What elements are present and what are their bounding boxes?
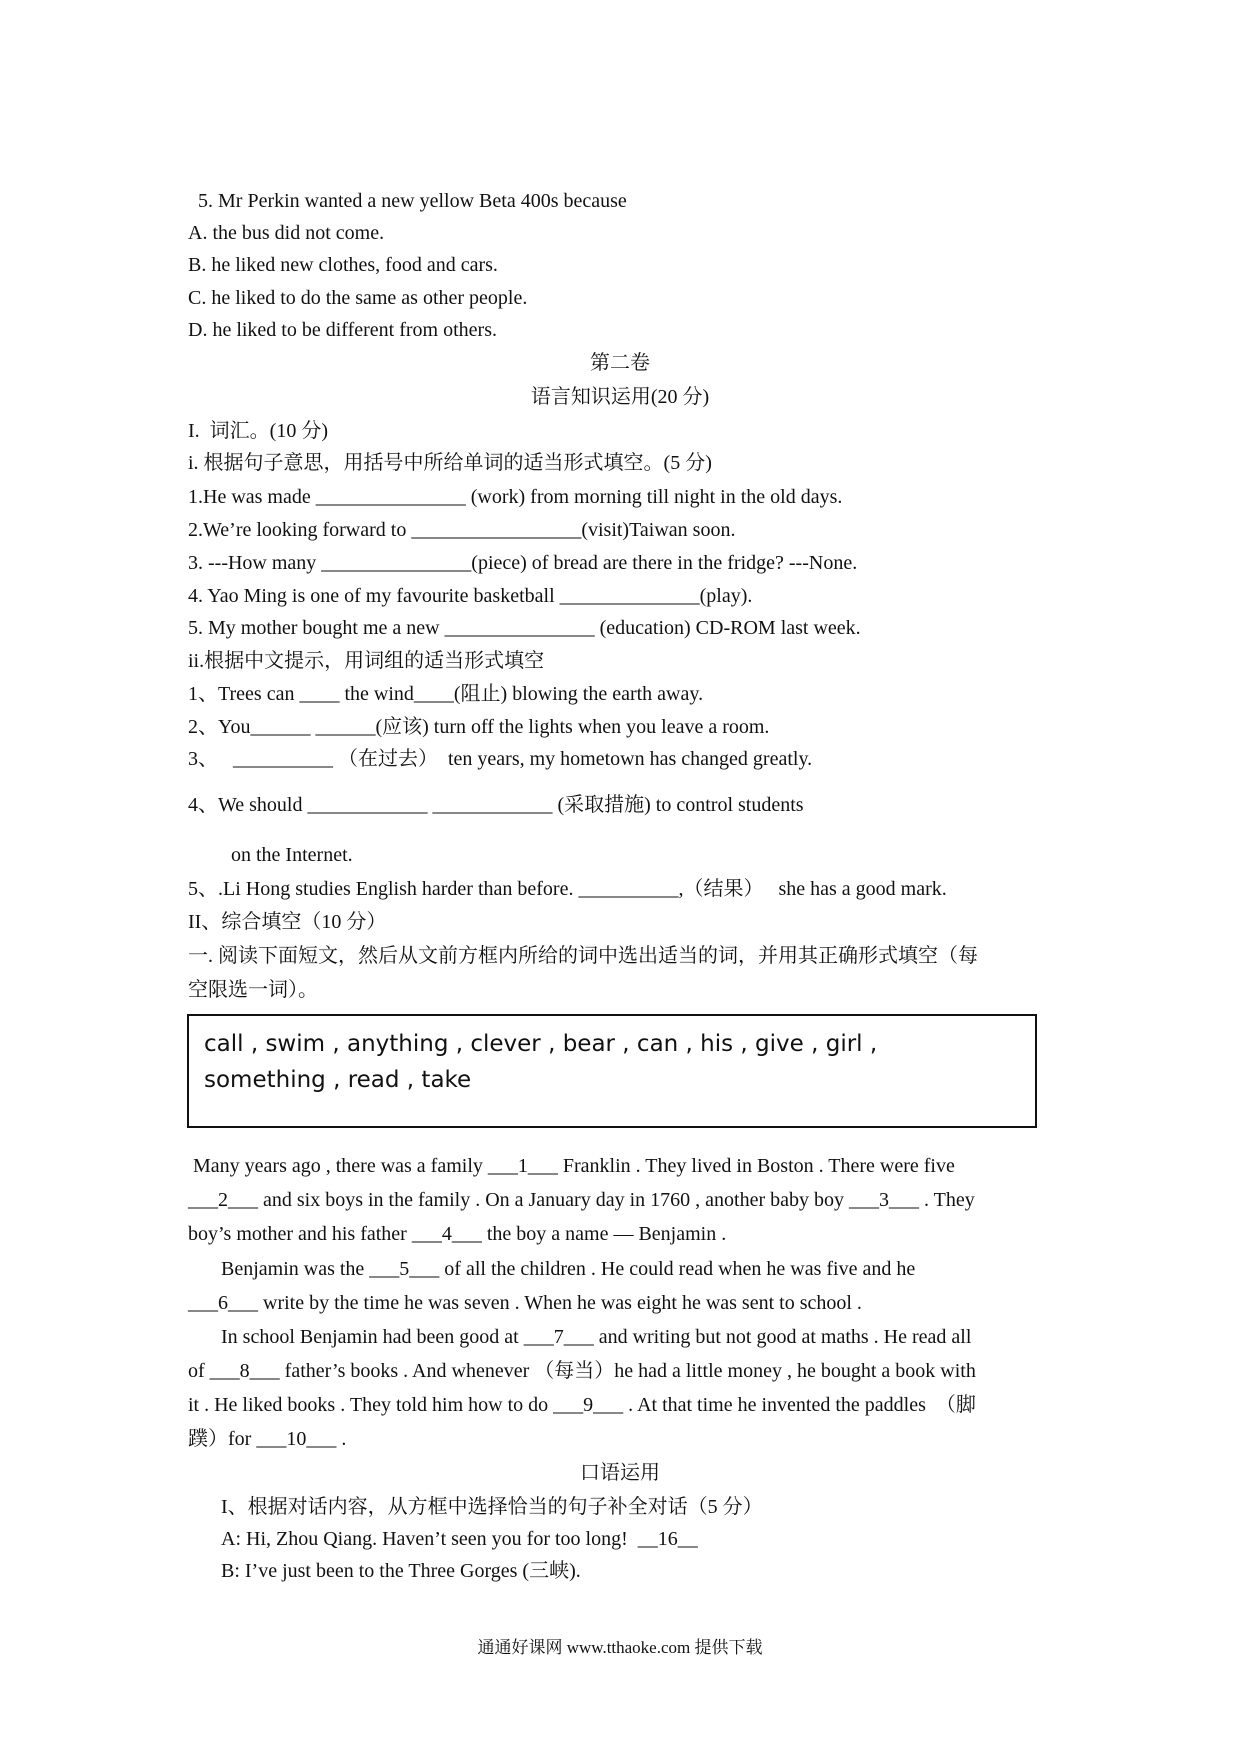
vocab-part-i-instruction: i. 根据句子意思，用括号中所给单词的适当形式填空。(5 分) bbox=[188, 452, 712, 474]
cloze-heading: II、综合填空（10 分） bbox=[188, 911, 387, 933]
passage-line-2: ___2___ and six boys in the family . On a January day in 1760 , another baby boy ___3___ . They bbox=[188, 1189, 975, 1211]
vocab-item-5: 5. My mother bought me a new _______________ (education) CD-ROM last week. bbox=[188, 617, 861, 639]
dialogue-line-b: B: I’ve just been to the Three Gorges (三峡). bbox=[221, 1560, 581, 1582]
passage-line-4: Benjamin was the ___5___ of all the children . He could read when he was five and he bbox=[221, 1258, 916, 1280]
phrase-item-4-continued: on the Internet. bbox=[231, 844, 353, 866]
volume-title: 第二卷 bbox=[590, 352, 650, 374]
passage-line-5: ___6___ write by the time he was seven . When he was eight he was sent to school . bbox=[188, 1292, 862, 1314]
vocab-item-4: 4. Yao Ming is one of my favourite basketball ______________(play). bbox=[188, 585, 753, 607]
option-b: B. he liked new clothes, food and cars. bbox=[188, 254, 498, 276]
option-a: A. the bus did not come. bbox=[188, 222, 385, 244]
passage-line-3: boy’s mother and his father ___4___ the boy a name — Benjamin . bbox=[188, 1223, 727, 1245]
passage-line-6: In school Benjamin had been good at ___7___ and writing but not good at maths . He read all bbox=[221, 1326, 972, 1348]
phrase-item-5: 5、.Li Hong studies English harder than before. __________,（结果） she has a good mark. bbox=[188, 878, 947, 900]
oral-title: 口语运用 bbox=[580, 1462, 660, 1484]
section-title: 语言知识运用(20 分) bbox=[530, 386, 710, 408]
word-bank-text: call , swim , anything , clever , bear , can , his , give , girl , something , read , take bbox=[204, 1031, 878, 1093]
passage-line-9: 蹼）for ___10___ . bbox=[188, 1428, 347, 1450]
vocab-item-2: 2.We’re looking forward to _________________(visit)Taiwan soon. bbox=[188, 519, 736, 541]
phrase-item-1: 1、Trees can ____ the wind____(阻止) blowing the earth away. bbox=[188, 683, 704, 705]
phrase-item-3: 3、 __________ （在过去） ten years, my hometown has changed greatly. bbox=[188, 748, 813, 770]
passage-line-1: Many years ago , there was a family ___1___ Franklin . They lived in Boston . There were five bbox=[188, 1155, 955, 1177]
cloze-instruction-line-1: 一. 阅读下面短文，然后从文前方框内所给的词中选出适当的词，并用其正确形式填空（每 bbox=[188, 945, 978, 967]
option-d: D. he liked to be different from others. bbox=[188, 319, 497, 341]
phrase-item-4: 4、We should ____________ ____________ (采取措施) to control students bbox=[188, 794, 804, 816]
page-footer: 通通好课网 www.tthaoke.com 提供下载 bbox=[477, 1638, 763, 1657]
cloze-instruction-line-2: 空限选一词）。 bbox=[188, 979, 318, 1001]
word-bank-box bbox=[187, 1014, 1037, 1128]
vocab-part-ii-instruction: ii.根据中文提示，用词组的适当形式填空 bbox=[188, 650, 545, 672]
dialogue-line-a: A: Hi, Zhou Qiang. Haven’t seen you for too long! __16__ bbox=[221, 1528, 698, 1550]
passage-line-8: it . He liked books . They told him how to do ___9___ . At that time he invented the paddles （脚 bbox=[188, 1394, 976, 1416]
vocab-item-1: 1.He was made _______________ (work) from morning till night in the old days. bbox=[188, 486, 843, 508]
oral-instruction: I、根据对话内容，从方框中选择恰当的句子补全对话（5 分） bbox=[221, 1496, 763, 1518]
phrase-item-2: 2、You______ ______(应该) turn off the lights when you leave a room. bbox=[188, 716, 770, 738]
passage-line-7: of ___8___ father’s books . And whenever （每当）he had a little money , he bought a book with bbox=[188, 1360, 976, 1382]
question-5-stem: 5. Mr Perkin wanted a new yellow Beta 400s because bbox=[198, 190, 627, 212]
vocab-heading: I. 词汇。(10 分) bbox=[188, 420, 328, 442]
option-c: C. he liked to do the same as other people. bbox=[188, 287, 528, 309]
vocab-item-3: 3. ---How many _______________(piece) of bread are there in the fridge? ---None. bbox=[188, 552, 858, 574]
